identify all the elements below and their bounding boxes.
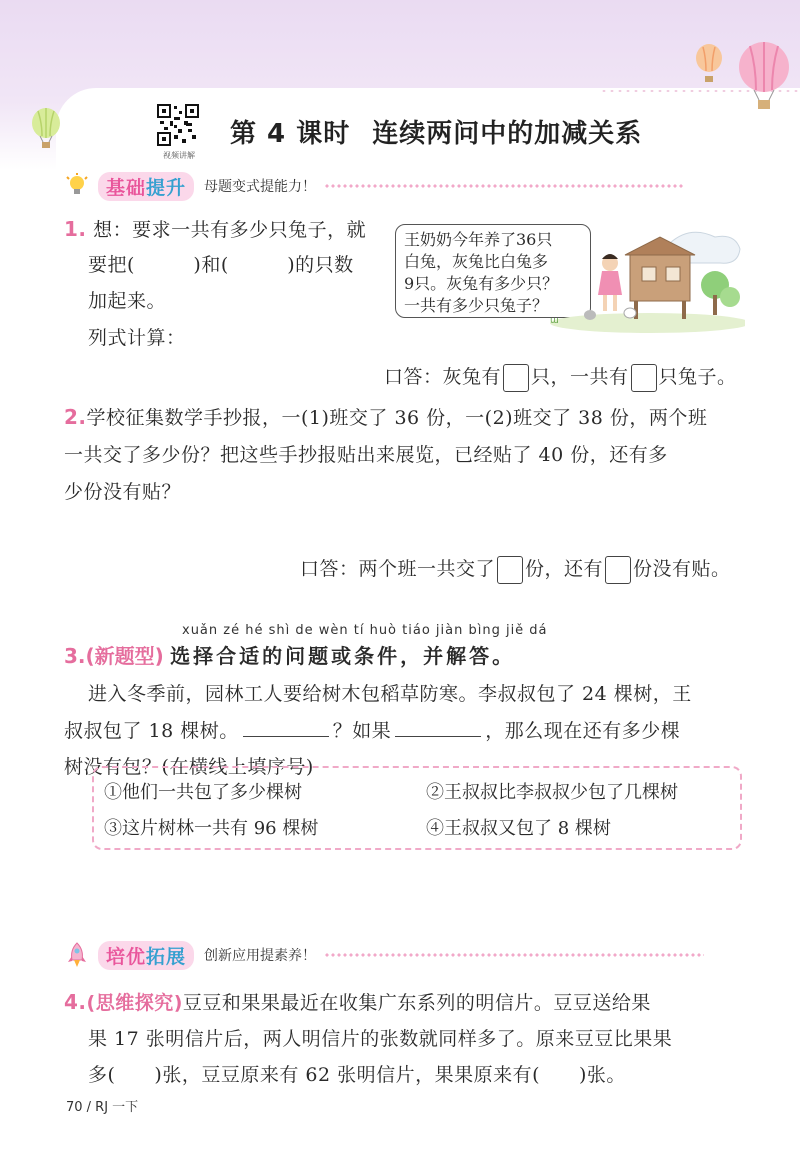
q4-line1: 4.(思维探究)豆豆和果果最近在收集广东系列的明信片。豆豆送给果 [64,990,651,1014]
section-name: 培优拓展 [98,941,194,970]
q1-line4: 列式计算： [88,327,186,349]
rabbit-farm-illustration [530,215,745,333]
balloon-orange-icon [694,44,724,86]
q1-number: 1. [64,217,87,241]
option-4: ④王叔叔又包了 8 棵树 [426,818,611,839]
q2-number: 2. [64,405,87,429]
lightbulb-icon [64,173,90,199]
rocket-icon [64,942,90,968]
q1-line3: 加起来。 [88,290,167,312]
q1-answer: 口答：灰兔有 只，一共有 只兔子。 [384,362,737,392]
section-slogan: 创新应用提素养！ [204,948,317,964]
balloon-pink-icon [736,42,792,112]
q4-line2: 果 17 张明信片后，两人明信片的张数就同样多了。原来豆豆比果果 [88,1028,673,1050]
q3-line1: 进入冬季前，园林工人要给树木包稻草防寒。李叔叔包了 24 棵树，王 [88,683,692,705]
bubble-line: 白兔，灰兔比白兔多 [404,252,549,271]
lesson-number: 第 4 课时 [230,119,351,149]
q2-line3: 少份没有贴？ [64,481,182,503]
q3-line3: 树没有包？(在横线上填序号) [64,756,314,778]
section-header-advanced [64,940,704,970]
q4-line3: 多( )张，豆豆原来有 62 张明信片，果果原来有( )张。 [88,1064,626,1086]
section-slogan: 母题变式提能力！ [204,179,317,195]
q4-number: 4. [64,990,87,1014]
q2-line1: 2.学校征集数学手抄报，一(1)班交了 36 份，一(2)班交了 38 份，两个班 [64,405,708,429]
q1-line2: 要把( )和( )的只数 [88,254,354,276]
q3-heading: 3.(新题型) 选择合适的问题或条件，并解答。 [64,644,516,668]
q3-line2: 叔叔包了 18 棵树。 ？如果 ，那么现在还有多少棵 [64,720,681,742]
answer-box[interactable] [503,364,529,392]
option-2: ②王叔叔比李叔叔少包了几棵树 [426,782,678,803]
qr-code[interactable] [156,103,200,147]
section-header-basic [64,171,684,201]
section-divider [324,183,684,189]
lesson-title-text: 连续两问中的加减关系 [372,119,643,149]
q2-answer: 口答：两个班一共交了 份，还有 份没有贴。 [300,554,731,584]
svg-text:ɯ: ɯ [550,316,559,326]
page-footer: 70 / RJ 一下 [66,1100,139,1115]
q3-number: 3. [64,644,86,668]
q1-line1: 1. 想：要求一共有多少只兔子，就 [64,217,367,241]
page-title [230,113,642,150]
q4-tag: (思维探究) [86,992,183,1014]
fill-line[interactable] [395,719,481,737]
section-name: 基础提升 [98,172,194,201]
bubble-line: 9只。灰兔有多少只？ [404,274,559,293]
q2-line2: 一共交了多少份？把这些手抄报贴出来展览，已经贴了 40 份，还有多 [64,444,668,466]
bubble-line: 一共有多少只兔子？ [404,296,549,315]
balloon-green-icon [30,108,62,152]
bubble-line: 王奶奶今年养了36只 [404,230,553,249]
fill-line[interactable] [243,719,329,737]
answer-box[interactable] [631,364,657,392]
option-1: ①他们一共包了多少棵树 [104,782,302,803]
q3-options-box [92,766,742,850]
q3-tag: (新题型) [85,644,164,668]
section-divider [324,952,704,958]
answer-box[interactable] [497,556,523,584]
qr-caption: 视频讲解 [163,151,195,160]
option-3: ③这片树林一共有 96 棵树 [104,818,319,839]
q3-pinyin: xuǎn zé hé shì de wèn tí huò tiáo jiàn bìng jiě dá [182,623,548,638]
answer-box[interactable] [605,556,631,584]
